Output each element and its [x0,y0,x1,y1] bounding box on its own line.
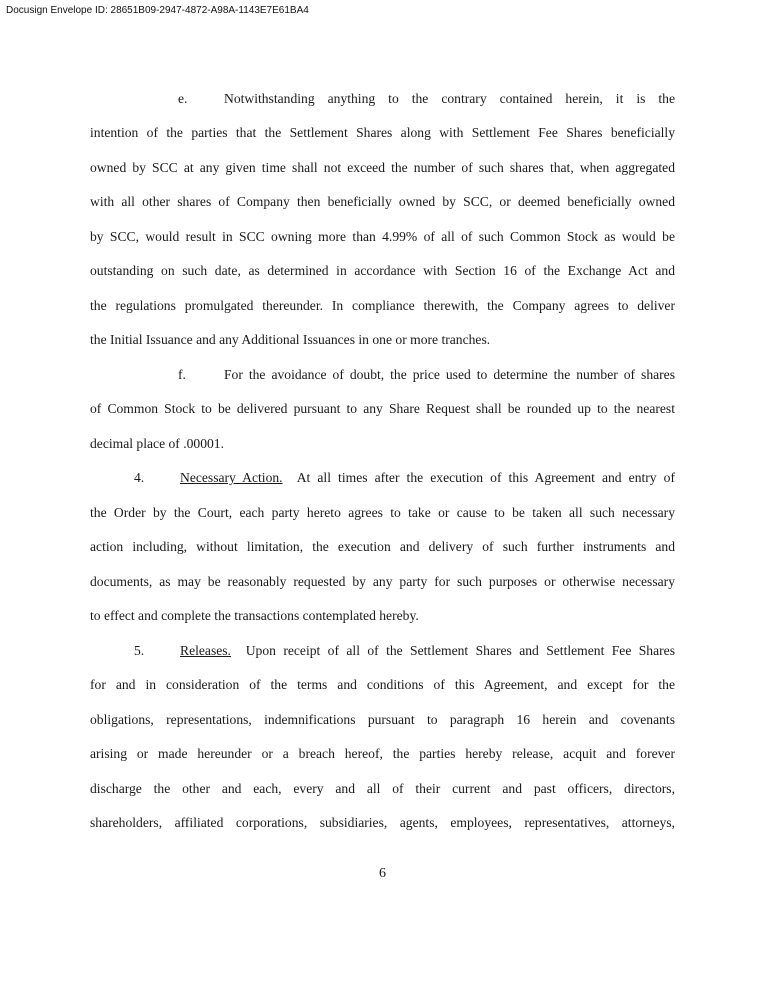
para-e-line: owned by SCC at any given time shall not exceed the number of such shares that, when aggregated [90,160,675,175]
para-f-line: of Common Stock to be delivered pursuant to any Share Request shall be rounded up to the nearest [90,401,675,416]
page-number: 6 [379,866,386,881]
para-e-line: the regulations promulgated thereunder. In compliance therewith, the Company agrees to deliver [90,298,675,313]
section-5-number: 5. [134,643,145,658]
section-5-line: discharge the other and each, every and all of their current and past officers, directors, [90,781,675,796]
section-5-line-1 [90,642,675,660]
section-4-number: 4. [134,470,145,485]
section-5-line: arising or made hereunder or a breach hereof, the parties hereby release, acquit and forever [90,746,675,761]
para-f-line-1 [90,366,675,384]
para-e-first: Notwithstanding anything to the contrary contained herein, it is the [224,91,675,106]
section-5-line: shareholders, affiliated corporations, subsidiaries, agents, employees, representatives, attorneys, [90,815,675,830]
para-f-marker: f. [178,367,186,382]
para-e-line: by SCC, would result in SCC owning more than 4.99% of all of such Common Stock as would be [90,229,675,244]
section-5-heading: Releases. [180,643,231,658]
section-4-line: action including, without limitation, the execution and delivery of such further instruments and [90,539,675,554]
para-e-line-1 [90,90,675,108]
para-f-line-last: decimal place of .00001. [90,436,224,451]
section-4-line-1 [90,469,675,487]
section-4-line-last: to effect and complete the transactions contemplated hereby. [90,608,419,623]
para-e-marker: e. [178,91,188,106]
section-4-first: At all times after the execution of this Agreement and entry of [296,470,675,485]
envelope-id: Docusign Envelope ID: 28651B09-2947-4872-A98A-1143E7E61BA4 [6,5,309,16]
section-4-heading: Necessary Action. [180,470,283,485]
para-f-first: For the avoidance of doubt, the price used to determine the number of shares [224,367,675,382]
section-4-line: the Order by the Court, each party hereto agrees to take or cause to be taken all such necessary [90,505,675,520]
section-4-line: documents, as may be reasonably requested by any party for such purposes or otherwise necessary [90,574,675,589]
para-e-line: with all other shares of Company then beneficially owned by SCC, or deemed beneficially owned [90,194,675,209]
section-5-first: Upon receipt of all of the Settlement Shares and Settlement Fee Shares [245,643,675,658]
section-5-line: obligations, representations, indemnifications pursuant to paragraph 16 herein and covenants [90,712,675,727]
para-e-line: intention of the parties that the Settlement Shares along with Settlement Fee Shares beneficially [90,125,675,140]
para-e-line-last: the Initial Issuance and any Additional Issuances in one or more tranches. [90,332,491,347]
section-5-line: for and in consideration of the terms and conditions of this Agreement, and except for the [90,677,675,692]
para-e-line: outstanding on such date, as determined in accordance with Section 16 of the Exchange Act and [90,263,675,278]
